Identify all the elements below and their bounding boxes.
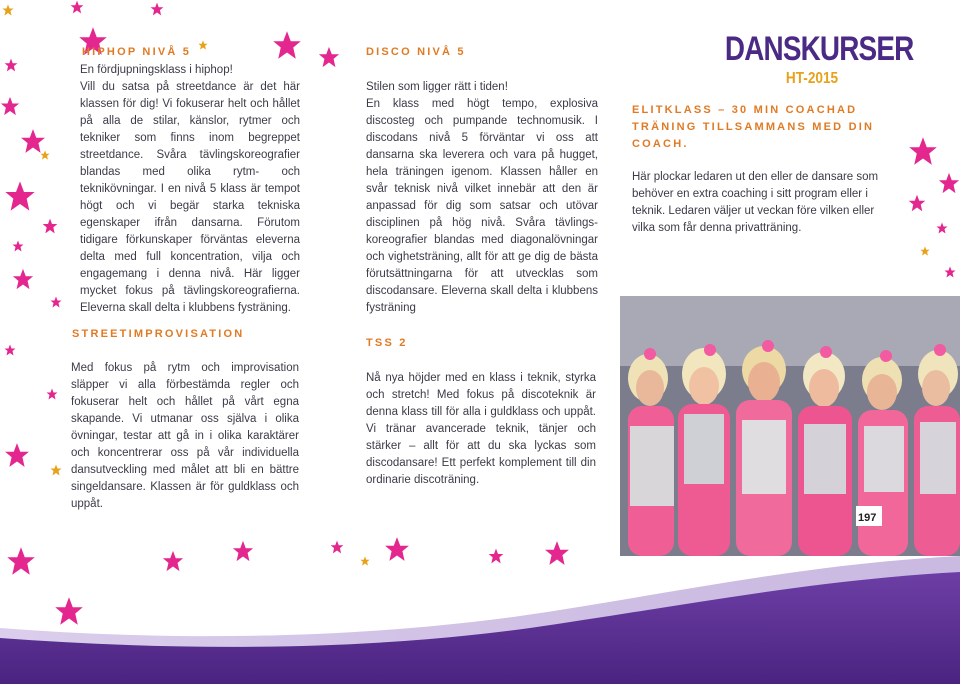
- tss-description: Nå nya höjder med en klass i teknik, styrka och stretch! Med fokus på discoteknik är denna klass till för alla i guldklass och uppåt. Vi tränar avancerade teknik, tänjer och stärker – allt för att du ska lyckas som discodansare! Ett perfekt komplement till din ordinarie discoträning.: [366, 372, 596, 486]
- star-icon: [12, 240, 24, 252]
- purple-wave: [0, 520, 960, 684]
- star-icon: [908, 194, 926, 212]
- street-heading: STREETIMPROVISATION: [72, 328, 245, 340]
- star-icon: [42, 218, 58, 234]
- disco-description: En klass med högt tempo, explosiva discosteg och pumpande technomusik. I discodans nivå 5 förväntar vi oss att dansarna ska leverera och vara på hugget, hela träningen igenom. Klassen håller en svår teknisk nivå vilket innebär att den är anpassad för dig som satsar och utövar disciplinen på hög nivå. Svåra tävlings-koreografier blandas med diagonalövningar och vighetsträning, allt för att ge dig de bästa förutsättningarna för att utvecklas som discodansare. Eleverna skall delta i klubbens fysträning: [366, 98, 598, 314]
- star-icon: [150, 2, 164, 16]
- star-icon: [50, 464, 62, 476]
- star-icon: [4, 180, 36, 212]
- star-icon: [4, 442, 30, 468]
- street-body: [71, 360, 299, 513]
- star-icon: [936, 222, 948, 234]
- disco-heading: DISCO NIVÅ 5: [366, 46, 466, 58]
- bib-number: 197: [858, 512, 877, 524]
- elite-heading: ELITKLASS – 30 MIN COACHAD TRÄNING TILLSAMMANS MED DIN COACH.: [632, 104, 875, 150]
- star-icon: [40, 150, 50, 160]
- brand-title: DANSKURSER: [724, 30, 914, 68]
- star-icon: [920, 246, 930, 256]
- star-icon: [4, 58, 18, 72]
- elite-description: Här plockar ledaren ut den eller de dansare som behöver en extra coaching i sitt program eller i teknik. Ledaren väljer ut veckan före vilken eller vilka som får denna privatträning.: [632, 171, 879, 234]
- hiphop-description: Vill du satsa på streetdance är det här klassen för dig! Vi fokuserar helt och hållet på alla de stilar, känslor, rytmer och tekniker som finns inom begreppet streetdance. Svåra tävlingskoreografier blandas med olika rytm- och teknikövningar. I en nivå 5 klass är tempot högt och vi begär starka tekniska egenskaper ifrån dansarna. Förutom tidigare förkunskaper förväntas eleverna delta med full koncentration, vilja och engagemang i denna nivå. Här ligger mycket fokus på tävlingskoreografierna. Eleverna skall delta i klubbens fysträning.: [80, 81, 300, 314]
- star-icon: [272, 30, 302, 60]
- hiphop-body: [80, 62, 300, 317]
- elite-body: [632, 169, 888, 237]
- star-icon: [938, 172, 960, 194]
- star-icon: [908, 136, 938, 166]
- street-description: Med fokus på rytm och improvisation släpper vi alla förbestämda regler och fokuserar helt och hållet på vårt egna skapande. Vi utmanar oss själva i olika övningar, testar att gå in i olika karaktärer och koncentrerar oss på vår individuella dansutveckling med målet att bli en bättre singeldansare. Klassen är för guldklass och uppåt.: [71, 362, 299, 510]
- hiphop-intro: En fördjupningsklass i hiphop!: [80, 64, 233, 76]
- dancers-photo: [620, 296, 960, 556]
- tss-body: [366, 370, 596, 489]
- star-icon: [4, 344, 16, 356]
- dancers-illustration: [620, 296, 960, 556]
- disco-body: [366, 79, 598, 317]
- star-icon: [944, 266, 956, 278]
- star-icon: [70, 0, 84, 14]
- star-icon: [198, 40, 208, 50]
- tss-heading: TSS 2: [366, 337, 408, 349]
- hiphop-heading: HIPHOP NIVÅ 5: [82, 46, 192, 58]
- star-icon: [318, 46, 340, 68]
- star-icon: [12, 268, 34, 290]
- disco-intro: Stilen som ligger rätt i tiden!: [366, 81, 508, 93]
- star-icon: [50, 296, 62, 308]
- star-icon: [46, 388, 58, 400]
- star-icon: [2, 4, 14, 16]
- brand-subtitle: HT-2015: [785, 70, 839, 87]
- star-icon: [0, 96, 20, 116]
